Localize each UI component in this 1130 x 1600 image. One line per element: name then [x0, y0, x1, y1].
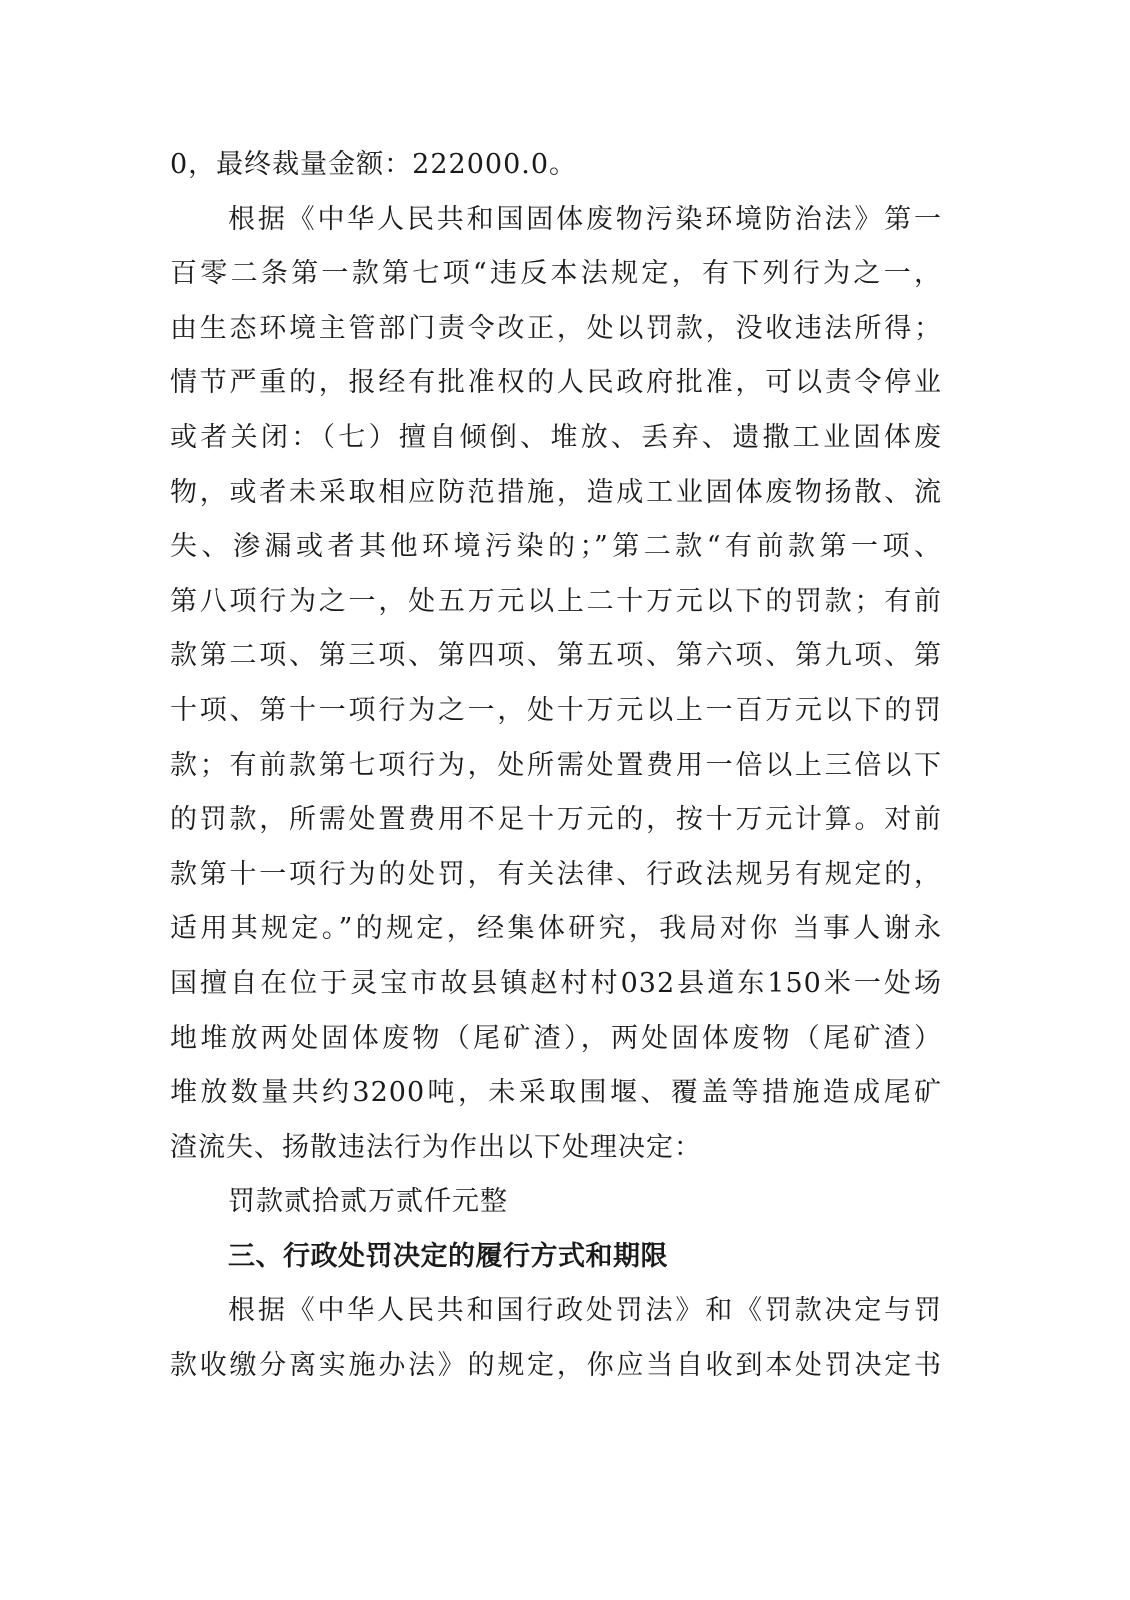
performance-method-line: 款收缴分离实施办法》的规定，你应当自收到本处罚决定书 — [170, 1350, 942, 1382]
legal-basis-line: 渣流失、扬散违法行为作出以下处理决定： — [170, 1131, 702, 1163]
legal-basis-line: 由生态环境主管部门责令改正，处以罚款，没收违法所得； — [170, 312, 942, 344]
legal-basis-line: 情节严重的，报经有批准权的人民政府批准，可以责令停业 — [170, 367, 942, 399]
legal-basis-line: 款第十一项行为的处罚，有关法律、行政法规另有规定的， — [170, 858, 942, 890]
legal-basis-line: 国擅自在位于灵宝市故县镇赵村村032县道东150米一处场 — [170, 967, 942, 999]
legal-basis-line: 的罚款，所需处置费用不足十万元的，按十万元计算。对前 — [170, 804, 942, 836]
legal-basis-line: 或者关闭：（七）擅自倾倒、堆放、丢弃、遗撒工业固体废 — [170, 421, 942, 453]
legal-basis-line: 地堆放两处固体废物（尾矿渣），两处固体废物（尾矿渣） — [170, 1022, 942, 1054]
penalty-amount-line: 罚款贰拾贰万贰仟元整 — [228, 1186, 508, 1218]
legal-basis-line: 款第二项、第三项、第四项、第五项、第六项、第九项、第 — [170, 640, 942, 672]
legal-basis-line: 物，或者未采取相应防范措施，造成工业固体废物扬散、流 — [170, 476, 942, 508]
legal-basis-line: 根据《中华人民共和国固体废物污染环境防治法》第一 — [228, 203, 942, 235]
legal-basis-line: 款；有前款第七项行为，处所需处置费用一倍以上三倍以下 — [170, 749, 942, 781]
legal-basis-line: 第八项行为之一，处五万元以上二十万元以下的罚款；有前 — [170, 585, 942, 617]
performance-method-line: 根据《中华人民共和国行政处罚法》和《罚款决定与罚 — [228, 1295, 942, 1327]
legal-basis-line: 十项、第十一项行为之一，处十万元以上一百万元以下的罚 — [170, 694, 942, 726]
legal-basis-line: 适用其规定。”的规定，经集体研究，我局对你 当事人谢永 — [170, 913, 942, 945]
section-heading: 三、行政处罚决定的履行方式和期限 — [228, 1240, 668, 1272]
legal-basis-line: 堆放数量共约3200吨，未采取围堰、覆盖等措施造成尾矿 — [170, 1077, 942, 1109]
legal-basis-line: 百零二条第一款第七项“违反本法规定，有下列行为之一， — [170, 258, 942, 290]
document-body — [170, 138, 942, 1394]
paragraph-final-amount-line: 0，最终裁量金额：222000.0。 — [170, 149, 578, 180]
legal-basis-line: 失、渗漏或者其他环境污染的；”第二款“有前款第一项、 — [170, 531, 942, 563]
